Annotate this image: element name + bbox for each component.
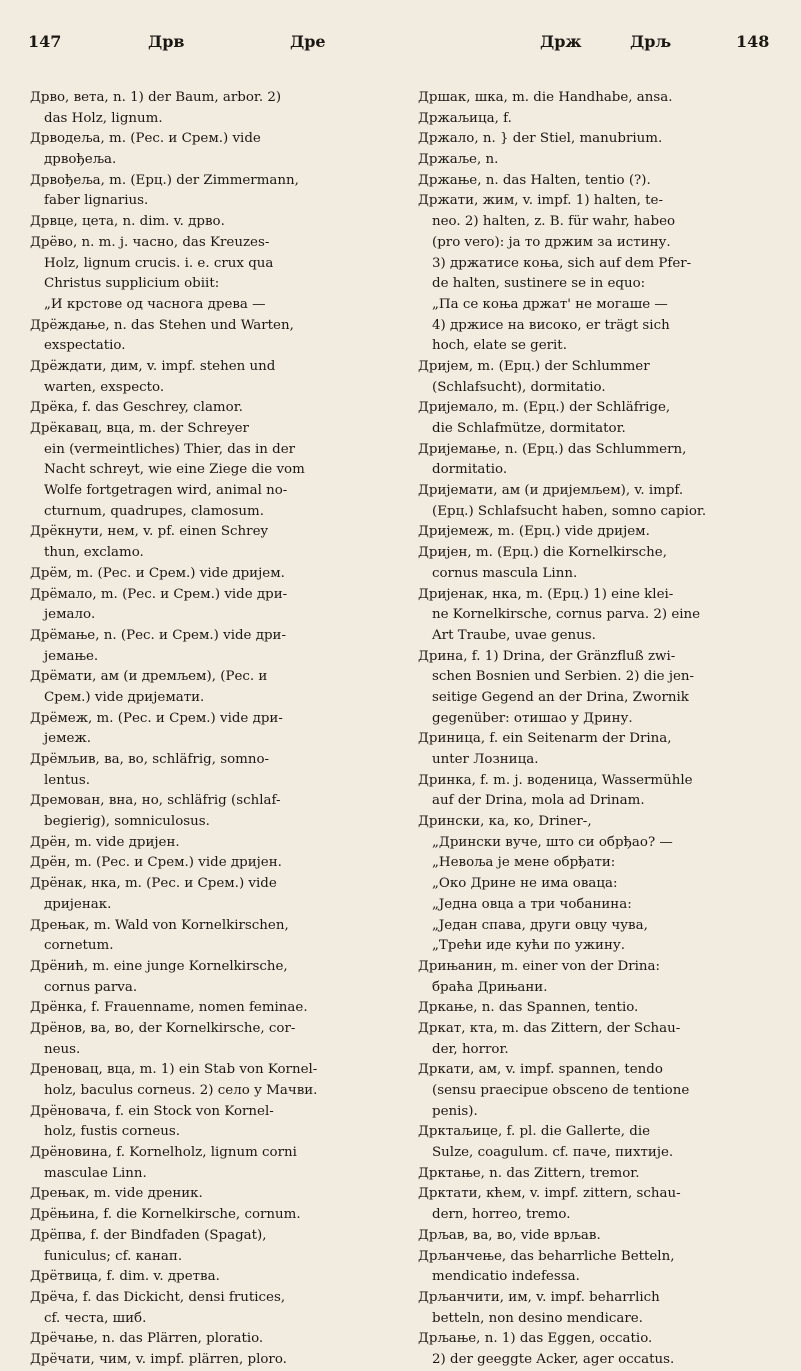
entry-continuation-line: cornus parva. [44, 979, 138, 995]
entry-continuation-line: faber lignarius. [44, 193, 149, 209]
entry-continuation-line: (Ерц.) Schlafsucht haben, somno capior. [432, 503, 707, 519]
dictionary-entry-line: Дрёнак, нка, m. (Рес. и Срем.) vide [30, 876, 277, 892]
entry-continuation-line: mendicatio indefessa. [432, 1269, 580, 1285]
entry-continuation-line: (pro vero): ја то држим за истину. [432, 234, 671, 250]
entry-continuation-line: lentus. [44, 772, 90, 788]
page-header [0, 0, 801, 70]
dictionary-entry-line: Дрвођеља, m. (Ерц.) der Zimmermann, [30, 172, 299, 188]
dictionary-entry-line: Дрёча, f. das Dickicht, densi frutices, [30, 1289, 286, 1305]
entry-continuation-line: seitige Gegend an der Drina, Zwornik [432, 689, 689, 705]
entry-continuation-line: 4) држисе на високо, er trägt sich [432, 317, 670, 333]
dictionary-entry-line: Дрктаљице, f. pl. die Gallerte, die [418, 1124, 651, 1140]
entry-continuation-line: Wolfe fortgetragen wird, animal no- [44, 483, 288, 499]
dictionary-entry-line: Дрводеља, m. (Рес. и Срем.) vide [30, 131, 261, 147]
page-number-right: 148 [736, 32, 770, 51]
dictionary-entry-line: Дршак, шка, m. die Handhabe, ansa. [418, 90, 673, 105]
entry-continuation-line: „Невоља је мене обрђати: [432, 855, 616, 871]
page-number-left: 147 [28, 32, 62, 51]
dictionary-entry-line: Дрёњина, f. die Kornelkirsche, cornum. [30, 1207, 301, 1223]
entry-continuation-line: „Око Дрине не има оваца: [432, 876, 618, 892]
guide-word-right-2: Дрљ [630, 32, 672, 51]
entry-continuation-line: funiculus; cf. канап. [44, 1248, 183, 1264]
dictionary-entry-line: Дринка, f. m. j. воденица, Wassermühle [418, 772, 693, 788]
entry-continuation-line: cf. честа, шиб. [44, 1310, 147, 1326]
entry-continuation-line: thun, exclamo. [44, 545, 144, 561]
entry-continuation-line: јемање. [44, 648, 99, 664]
dictionary-entry-line: Дријемање, n. (Ерц.) das Schlummern, [418, 441, 687, 457]
entry-continuation-line: dormitatio. [432, 462, 508, 478]
entry-continuation-line: „Трећи иде кући по ужину. [432, 938, 626, 954]
entry-continuation-line: Holz, lignum crucis. i. e. crux qua [44, 255, 274, 271]
entry-continuation-line: дријенак. [44, 896, 112, 912]
dictionary-entry-line: Дрљање, n. 1) das Eggen, occatio. [418, 1331, 653, 1347]
entry-continuation-line: дрвођеља. [44, 152, 117, 168]
entry-continuation-line: Christus supplicium obiit: [44, 276, 220, 292]
dictionary-entry-line: Дрён, m. vide дријен. [30, 834, 180, 850]
dictionary-entry-line: Дријен, m. (Ерц.) die Kornelkirsche, [418, 545, 667, 561]
dictionary-entry-line: Дрёждати, дим, v. impf. stehen und [30, 358, 276, 374]
dictionary-entry-line: Дрёпва, f. der Bindfaden (Spagat), [30, 1227, 267, 1243]
dictionary-entry-line: Дрењак, m. vide дреник. [30, 1186, 203, 1202]
entry-continuation-line: Nacht schreyt, wie eine Ziege die vom [44, 462, 305, 478]
dictionary-entry-line: Дреновац, вца, m. 1) ein Stab von Kornel- [30, 1062, 318, 1078]
entry-continuation-line: ein (vermeintliches) Thier, das in der [44, 441, 296, 457]
guide-word-left-2: Дре [290, 32, 326, 51]
dictionary-entry-line: Дрёкавац, вца, m. der Schreyer [30, 421, 249, 436]
entry-continuation-line: dern, horreo, tremo. [432, 1207, 571, 1223]
dictionary-entry-line: Дријемати, ам (и дријемљем), v. impf. [418, 483, 684, 499]
entry-continuation-line: јемеж. [44, 731, 91, 747]
dictionary-entry-line: Дрёка, f. das Geschrey, clamor. [30, 400, 243, 416]
dictionary-entry-line: Држати, жим, v. impf. 1) halten, te- [418, 193, 663, 209]
dictionary-entry-line: Дремован, вна, но, schläfrig (schlaf- [30, 793, 281, 809]
dictionary-entry-line: Дрёво, n. m. j. часно, das Kreuzes- [30, 234, 270, 250]
dictionary-entry-line: Дрина, f. 1) Drina, der Gränzfluß zwi- [418, 648, 676, 664]
entry-continuation-line: (Schlafsucht), dormitatio. [432, 379, 606, 395]
entry-continuation-line: (sensu praecipue obsceno de tentione [432, 1083, 690, 1098]
guide-word-left-1: Дрв [148, 32, 185, 51]
entry-continuation-line: warten, exspecto. [44, 379, 165, 395]
dictionary-entry-line: Дрёнка, f. Frauenname, nomen feminae. [30, 1000, 308, 1016]
dictionary-entry-line: Дрљанчити, им, v. impf. beharrlich [418, 1289, 660, 1305]
entry-continuation-line: neus. [44, 1041, 81, 1057]
dictionary-entry-line: Дрёмеж, m. (Рес. и Срем.) vide дри- [30, 710, 283, 726]
entry-continuation-line: „Једна овца а три чобанина: [432, 896, 632, 912]
entry-continuation-line: cturnum, quadrupes, clamosum. [44, 503, 264, 519]
dictionary-entry-line: Дрёнић, m. eine junge Kornelkirsche, [30, 958, 288, 974]
dictionary-entry-line: Дријемало, m. (Ерц.) der Schläfrige, [418, 400, 671, 416]
dictionary-entry-line: Дрёмање, n. (Рес. и Срем.) vide дри- [30, 627, 286, 643]
dictionary-entry-line: Дриница, f. ein Seitenarm der Drina, [418, 731, 672, 747]
entry-continuation-line: 3) држатисе коња, sich auf dem Pfer- [432, 255, 692, 271]
entry-continuation-line: exspectatio. [44, 338, 126, 354]
dictionary-entry-line: Дрктање, n. das Zittern, tremor. [418, 1165, 640, 1181]
entry-continuation-line: der, horror. [432, 1041, 509, 1057]
dictionary-entry-line: Дрински, ка, ко, Driner-, [418, 814, 592, 830]
dictionary-entry-line: Држало, n. } der Stiel, manubrium. [418, 131, 663, 147]
dictionary-entry-line: Држаљица, f. [418, 110, 512, 126]
entry-continuation-line: cornus mascula Linn. [432, 565, 578, 581]
dictionary-entry-line: Дрёчање, n. das Plärren, ploratio. [30, 1331, 264, 1347]
entry-continuation-line: das Holz, lignum. [44, 110, 163, 126]
dictionary-entry-line: Дрењак, m. Wald von Kornelkirschen, [30, 917, 289, 933]
entry-continuation-line: Art Traube, uvae genus. [432, 627, 596, 643]
entry-continuation-line: betteln, non desino mendicare. [432, 1310, 643, 1326]
entry-continuation-line: Срем.) vide дријемати. [44, 689, 205, 705]
right-column [418, 88, 786, 1367]
entry-continuation-line: „И крстове од часнога древа — [44, 296, 266, 312]
dictionary-entry-line: Дрёмљив, ва, во, schläfrig, somno- [30, 752, 270, 767]
dictionary-entry-line: Држаље, n. [418, 152, 499, 168]
dictionary-entry-line: Дрињанин, m. einer von der Drina: [418, 958, 660, 974]
dictionary-entry-line: Дријемеж, m. (Ерц.) vide дријем. [418, 524, 650, 540]
dictionary-entry-line: Дркат, кта, m. das Zittern, der Schau- [418, 1020, 681, 1036]
entry-continuation-line: јемало. [44, 607, 96, 623]
guide-word-right-1: Држ [540, 32, 582, 51]
dictionary-entry-line: Дрётвица, f. dim. v. дретва. [30, 1269, 220, 1285]
entry-continuation-line: unter Лозница. [432, 752, 539, 767]
dictionary-entry-line: Дрктати, кћем, v. impf. zittern, schau- [418, 1186, 681, 1202]
entry-continuation-line: die Schlafmütze, dormitator. [432, 421, 626, 436]
dictionary-entry-line: Дркати, ам, v. impf. spannen, tendo [418, 1062, 663, 1078]
entry-continuation-line: ne Kornelkirsche, cornus parva. 2) eine [432, 607, 701, 623]
dictionary-entry-line: Дрёнов, ва, во, der Kornelkirsche, cor- [30, 1020, 296, 1036]
entry-continuation-line: de halten, sustinere se in equo: [432, 276, 646, 292]
entry-continuation-line: auf der Drina, mola ad Drinam. [432, 793, 645, 809]
dictionary-entry-line: Дркање, n. das Spannen, tentio. [418, 1000, 639, 1016]
entry-continuation-line: Sulze, coagulum. cf. паче, пихтије. [432, 1145, 674, 1161]
dictionary-entry-line: Држање, n. das Halten, tentio (?). [418, 172, 651, 188]
dictionary-entry-line: Дрвце, цета, n. dim. v. дрво. [30, 214, 225, 230]
dictionary-entry-line: Дрёчати, чим, v. impf. plärren, ploro. [30, 1351, 287, 1367]
entry-continuation-line: penis). [432, 1103, 478, 1119]
dictionary-entry-line: Дрёкнути, нем, v. pf. einen Schrey [30, 524, 269, 540]
dictionary-entry-line: Дрёмало, m. (Рес. и Срем.) vide дри- [30, 586, 288, 602]
dictionary-entry-line: Дрём, m. (Рес. и Срем.) vide дријем. [30, 565, 285, 581]
entry-continuation-line: cornetum. [44, 938, 114, 954]
entry-continuation-line: neo. 2) halten, z. B. für wahr, habeo [432, 214, 676, 230]
dictionary-entry-line: Дрво, вета, n. 1) der Baum, arbor. 2) [30, 90, 282, 105]
entry-continuation-line: masculae Linn. [44, 1165, 147, 1181]
dictionary-entry-line: Дријенак, нка, m. (Ерц.) 1) eine klei- [418, 586, 674, 602]
entry-continuation-line: holz, baculus corneus. 2) село у Мачви. [44, 1083, 318, 1098]
entry-continuation-line: 2) der geeggte Acker, ager occatus. [432, 1351, 675, 1367]
entry-continuation-line: gegenüber: отишао у Дрину. [432, 710, 633, 726]
entry-continuation-line: hoch, elate se gerit. [432, 338, 567, 354]
dictionary-entry-line: Дрёмати, ам (и дремљем), (Рес. и [30, 669, 268, 685]
entry-continuation-line: „Један спава, други овцу чува, [432, 917, 648, 933]
dictionary-entry-line: Дрёждање, n. das Stehen und Warten, [30, 317, 294, 333]
dictionary-entry-line: Дрён, m. (Рес. и Срем.) vide дријен. [30, 855, 282, 871]
entry-continuation-line: „Дрински вуче, што си обрђао? — [432, 834, 673, 850]
dictionary-entry-line: Дрёновина, f. Kornelholz, lignum corni [30, 1145, 297, 1161]
entry-continuation-line: schen Bosnien und Serbien. 2) die jen- [432, 669, 695, 685]
dictionary-entry-line: Дрљав, ва, во, vide врљав. [418, 1227, 601, 1243]
dictionary-entry-line: Дрёновача, f. ein Stock von Kornel- [30, 1103, 274, 1119]
entry-continuation-line: begierig), somniculosus. [44, 814, 210, 830]
entry-continuation-line: holz, fustis corneus. [44, 1124, 181, 1140]
dictionary-entry-line: Дријем, m. (Ерц.) der Schlummer [418, 358, 650, 374]
entry-continuation-line: „Па се коња држат' не могаше — [432, 296, 668, 312]
left-column [30, 88, 398, 1367]
entry-continuation-line: браћа Дрињани. [432, 979, 548, 995]
dictionary-entry-line: Дрљанчење, das beharrliche Betteln, [418, 1248, 675, 1264]
